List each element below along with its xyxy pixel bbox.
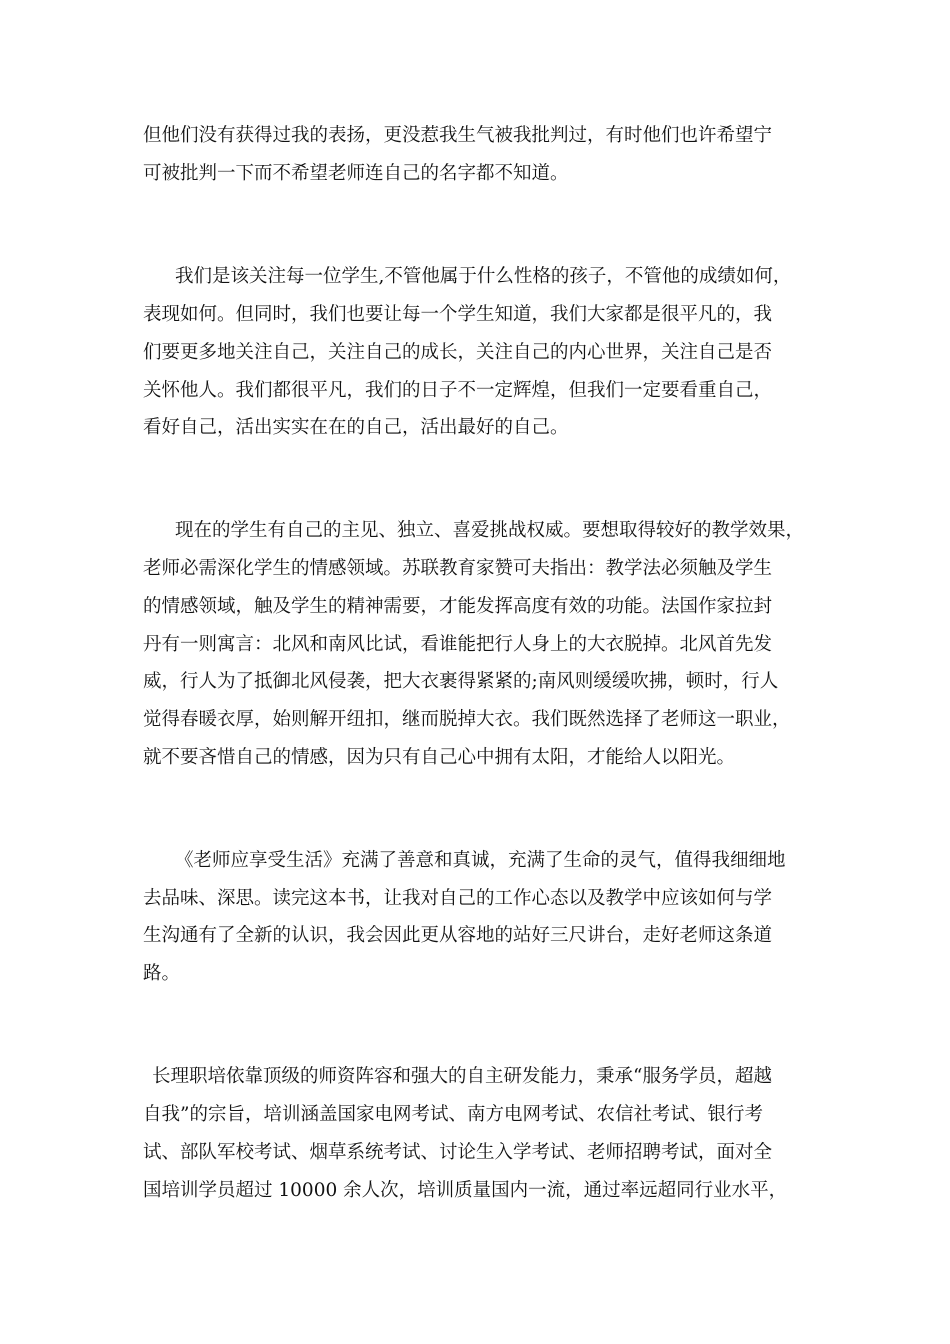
paragraph-5-line-1: 长理职培依靠顶级的师资阵容和强大的自主研发能力，秉承“服务学员，超越 xyxy=(152,1066,772,1087)
paragraph-4-line-1: 《老师应享受生活》充满了善意和真诚，充满了生命的灵气，值得我细细地 xyxy=(175,850,786,871)
paragraph-2-line-1: 我们是该关注每一位学生,不管他属于什么性格的孩子，不管他的成绩如何， xyxy=(175,266,792,287)
paragraph-3-line-7: 就不要吝惜自己的情感，因为只有自己心中拥有太阳，才能给人以阳光。 xyxy=(143,747,736,768)
paragraph-1-line-1: 但他们没有获得过我的表扬，更没惹我生气被我批判过，有时他们也许希望宁 xyxy=(143,125,773,146)
paragraph-4-line-4: 路。 xyxy=(143,963,181,984)
paragraph-4-line-3: 生沟通有了全新的认识，我会因此更从容地的站好三尺讲台，走好老师这条道 xyxy=(143,925,773,946)
paragraph-3-line-5: 威，行人为了抵御北风侵袭，把大衣裹得紧紧的;南风则缓缓吹拂，顿时，行人 xyxy=(143,671,779,692)
paragraph-5-line-2: 自我”的宗旨，培训涵盖国家电网考试、南方电网考试、农信社考试、银行考 xyxy=(143,1104,763,1125)
paragraph-2-line-4: 关怀他人。我们都很平凡，我们的日子不一定辉煌，但我们一定要看重自己， xyxy=(143,380,773,401)
paragraph-2-line-5: 看好自己，活出实实在在的自己，活出最好的自己。 xyxy=(143,417,569,438)
paragraph-3-line-1: 现在的学生有自己的主见、独立、喜爱挑战权威。要想取得较好的教学效果， xyxy=(175,520,805,541)
paragraph-2-line-3: 们要更多地关注自己，关注自己的成长，关注自己的内心世界，关注自己是否 xyxy=(143,342,773,363)
paragraph-2-line-2: 表现如何。但同时，我们也要让每一个学生知道，我们大家都是很平凡的，我 xyxy=(143,304,773,325)
paragraph-3-line-2: 老师必需深化学生的情感领域。苏联教育家赞可夫指出：教学法必须触及学生 xyxy=(143,558,773,579)
paragraph-4-line-2: 去品味、深思。读完这本书，让我对自己的工作心态以及教学中应该如何与学 xyxy=(143,888,773,909)
paragraph-1-line-2: 可被批判一下而不希望老师连自己的名字都不知道。 xyxy=(143,163,569,184)
paragraph-5-line-4: 国培训学员超过 10000 余人次，培训质量国内一流，通过率远超同行业水平， xyxy=(143,1180,788,1201)
paragraph-5-line-3: 试、部队军校考试、烟草系统考试、讨论生入学考试、老师招聘考试，面对全 xyxy=(143,1142,773,1163)
paragraph-3-line-6: 觉得春暖衣厚，始则解开纽扣，继而脱掉大衣。我们既然选择了老师这一职业， xyxy=(143,709,791,730)
paragraph-3-line-4: 丹有一则寓言：北风和南风比试，看谁能把行人身上的大衣脱掉。北风首先发 xyxy=(143,634,773,655)
paragraph-3-line-3: 的情感领域，触及学生的精神需要，才能发挥高度有效的功能。法国作家拉封 xyxy=(143,596,773,617)
